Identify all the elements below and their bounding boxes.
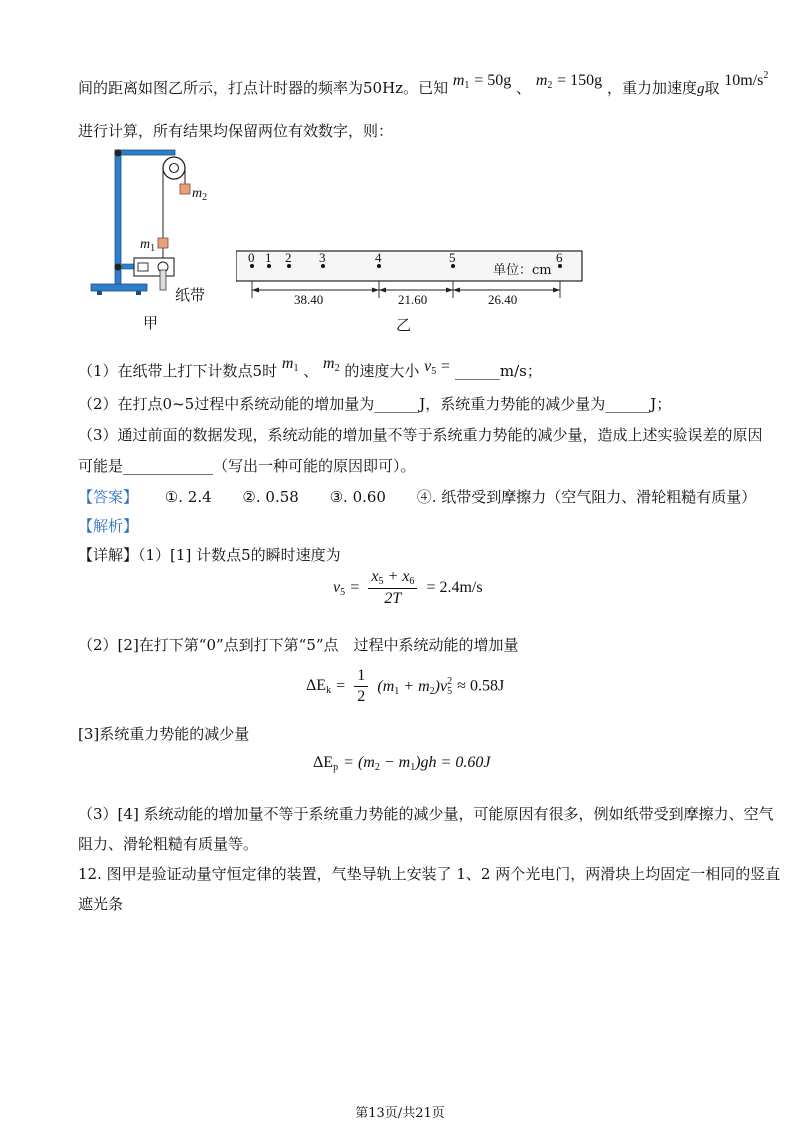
- point-label-3: 3: [319, 250, 326, 265]
- detail-step-4-line-2: 阻力、滑轮粗糙有质量等。: [78, 835, 259, 853]
- point-label-1: 1: [265, 250, 272, 265]
- stand-arm: [115, 150, 175, 155]
- label-m1: $m_1$: [140, 237, 156, 254]
- caption-yi: 乙: [396, 316, 412, 334]
- point-label-0: 0: [248, 250, 255, 265]
- analysis-tag: 【解析】: [78, 517, 139, 535]
- mass-m2: [180, 184, 190, 194]
- detail-step-3: [3]系统重力势能的减少量: [78, 725, 250, 743]
- question-3-line-2: 可能是____________（写出一种可能的原因即可）。: [78, 457, 416, 475]
- m1-symbol: $m_1$: [452, 72, 470, 91]
- point-label-6: 6: [556, 250, 563, 265]
- point-label-5: 5: [449, 250, 456, 265]
- unit-label: 单位：cm: [493, 263, 552, 278]
- equation-kinetic: $\Delta E_k$ = $\frac{1}{2}$ $(m_1 + m_2)v_5^2 \approx 0.58J$: [306, 667, 505, 705]
- intro-line-2: 进行计算，所有结果均保留两位有效数字，则：: [78, 122, 394, 140]
- m2-symbol: $m_2$: [535, 72, 553, 91]
- question-1: （1）在纸带上打下计数点5时 $m_1$ 、 $m_2$ 的速度大小 $v_5$ = ______m/s；: [78, 355, 542, 380]
- label-tape: 纸带: [175, 286, 206, 304]
- detail-tag: 【详解】: [78, 546, 139, 564]
- answer-tag: 【答案】: [78, 488, 139, 506]
- question-3-line-1: （3）通过前面的数据发现，系统动能的增加量不等于系统重力势能的减少量，造成上述实验误差的原因: [78, 426, 763, 444]
- distance-0-4: 38.40: [294, 292, 324, 307]
- point-label-4: 4: [375, 250, 382, 265]
- stand-base: [91, 284, 147, 291]
- question-2: （2）在打点0~5过程中系统动能的增加量为______J，系统重力势能的减少量为______J；: [78, 395, 672, 413]
- figure-jia-apparatus: [88, 140, 218, 300]
- answer-line: 【答案】 ①. 2.4 ②. 0.58 ③. 0.60 ④. 纸带受到摩擦力（空气阻力、滑轮粗糙有质量）: [78, 488, 757, 506]
- label-m2: $m_2$: [192, 186, 208, 203]
- g-value: $10m/s^2$: [724, 70, 769, 89]
- clamp-knob: [115, 150, 122, 157]
- equation-velocity: $v_5$ = $\frac{x_5 + x_6}{2T}$ = 2.4m/s: [333, 568, 483, 607]
- caption-jia: 甲: [143, 314, 159, 332]
- equation-potential: $\Delta E_p = (m_2 - m_1)gh = 0.60J$: [313, 754, 491, 773]
- next-question-line-2: 遮光条: [78, 895, 124, 913]
- point-label-2: 2: [285, 250, 292, 265]
- detail-step-4-line-1: （3）[4] 系统动能的增加量不等于系统重力势能的减少量，可能原因有很多，例如纸带受到摩擦力、空气: [78, 805, 774, 823]
- paper-tape: [160, 270, 166, 290]
- distance-4-5: 21.60: [398, 292, 428, 307]
- detail-step-1: 【详解】（1）[1] 计数点5的瞬时速度为: [78, 546, 341, 564]
- page-number: 第13页/共21页: [355, 1106, 445, 1121]
- next-question-line-1: 12. 图甲是验证动量守恒定律的装置，气垫导轨上安装了 1、2 两个光电门，两滑块上均固定一相同的竖直: [78, 865, 781, 883]
- intro-line-1: 间的距离如图乙所示，打点计时器的频率为50Hz。已知 $m_1 = 50g$ 、 $m_2 = 150g$ ，重力加速度g取 $10m/s^2$: [78, 70, 769, 97]
- distance-5-6: 26.40: [488, 292, 518, 307]
- detail-step-2: （2）[2]在打下第“0”点到打下第“5”点 过程中系统动能的增加量: [78, 636, 519, 654]
- mass-m1: [158, 238, 168, 248]
